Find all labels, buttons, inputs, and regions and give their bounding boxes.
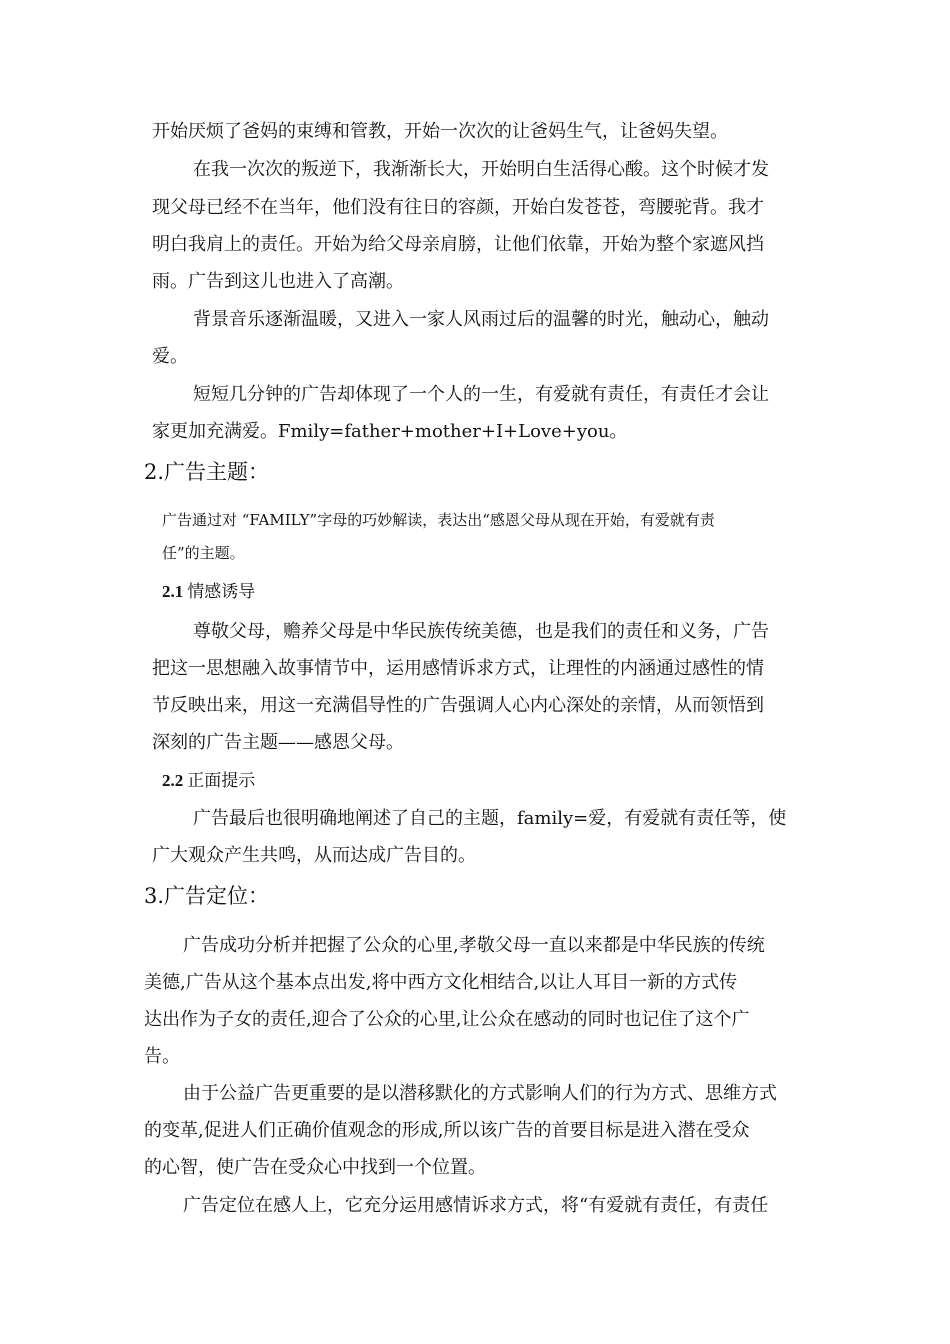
subsection-title [162,581,255,603]
paragraph-line: 明白我肩上的责任。开始为给父母亲肩膀，让他们依靠，开始为整个家遮风挡 [152,234,764,255]
paragraph-line: 广告定位在感人上，它充分运用感情诉求方式，将“有爱就有责任，有责任 [183,1195,769,1216]
paragraph-line: 尊敬父母，赡养父母是中华民族传统美德，也是我们的责任和义务，广告 [193,621,769,642]
paragraph-line: 爱。 [152,346,188,367]
paragraph-line: 背景音乐逐渐温暖，又进入一家人风雨过后的温馨的时光，触动心，触动 [193,309,769,330]
subsection-label: 情感诱导 [187,582,256,602]
subsection-label: 正面提示 [187,771,256,791]
section-heading: 3.广告定位： [144,884,270,908]
subsection-number: 2.2 [162,771,184,790]
section-heading: 2.广告主题： [144,460,270,484]
paragraph-line: 达出作为子女的责任,迎合了公众的心里,让公众在感动的同时也记住了这个广 [144,1009,750,1030]
paragraph-line: 的变革,促进人们正确价值观念的形成,所以该广告的首要目标是进入潜在受众 [144,1120,750,1141]
paragraph-line: 现父母已经不在当年，他们没有往日的容颜，开始白发苍苍，弯腰驼背。我才 [152,197,764,218]
paragraph-line: 开始厌烦了爸妈的束缚和管教，开始一次次的让爸妈生气，让爸妈失望。 [152,121,728,142]
paragraph-line: 节反映出来，用这一充满倡导性的广告强调人心内心深处的亲情，从而领悟到 [152,695,764,716]
paragraph-line: 雨。广告到这儿也进入了高潮。 [152,271,404,292]
subsection-number: 2.1 [162,582,184,601]
paragraph-line: 短短几分钟的广告却体现了一个人的一生，有爱就有责任，有责任才会让 [193,384,769,405]
paragraph-line: 的心智，使广告在受众心中找到一个位置。 [144,1157,486,1178]
paragraph-line: 把这一思想融入故事情节中，运用感情诉求方式，让理性的内涵通过感性的情 [152,658,764,679]
paragraph-line: 美德,广告从这个基本点出发,将中西方文化相结合,以让人耳目一新的方式传 [144,972,738,993]
paragraph-line: 家更加充满爱。Fmily=father+mother+I+Love+you。 [152,421,628,442]
paragraph-line: 告。 [144,1046,180,1067]
paragraph-line: 由于公益广告更重要的是以潜移默化的方式影响人们的行为方式、思维方式 [183,1083,777,1104]
intro-line: 广告通过对 “FAMILY”字母的巧妙解读，表达出“感恩父母从现在开始，有爱就有责 [162,511,715,529]
paragraph-line: 深刻的广告主题——感恩父母。 [152,732,404,753]
intro-line: 任”的主题。 [162,544,245,562]
paragraph-line: 广告成功分析并把握了公众的心里,孝敬父母一直以来都是中华民族的传统 [183,935,765,956]
paragraph-line: 广告最后也很明确地阐述了自己的主题，family=爱，有爱就有责任等，使 [193,808,787,829]
paragraph-line: 在我一次次的叛逆下，我渐渐长大，开始明白生活得心酸。这个时候才发 [193,159,769,180]
subsection-title [162,770,255,792]
paragraph-line: 广大观众产生共鸣，从而达成广告目的。 [152,845,476,866]
